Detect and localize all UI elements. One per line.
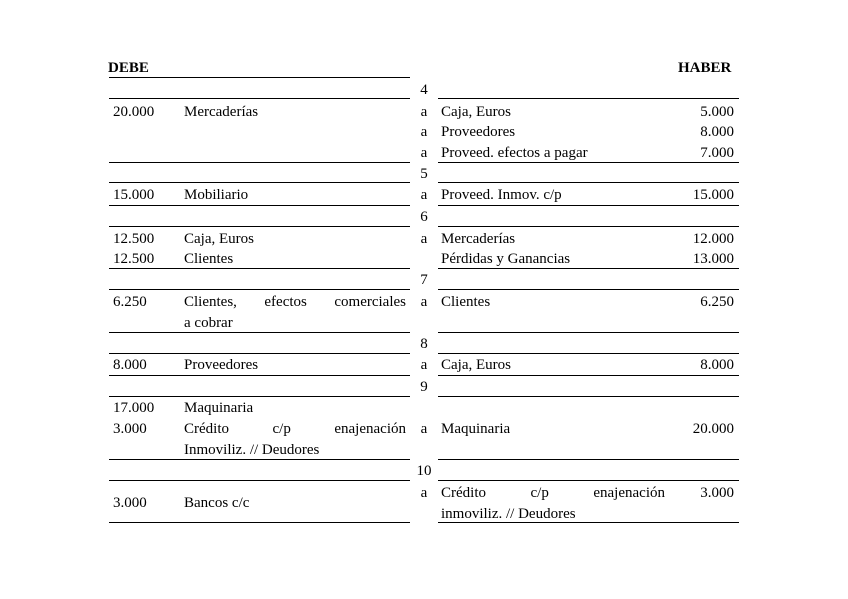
entry-number: 5 <box>420 166 428 182</box>
rule <box>109 77 410 78</box>
credit-account: Mercaderías <box>441 231 516 247</box>
debit-account-line: Clientes, efectos comerciales <box>184 294 406 310</box>
haber-header: HABER <box>678 60 732 76</box>
rule <box>109 98 410 99</box>
rule <box>438 396 739 397</box>
credit-account: Proveed. Inmov. c/p <box>441 187 562 203</box>
rule <box>438 289 739 290</box>
connector: a <box>420 357 428 373</box>
debit-amount: 6.250 <box>113 294 147 310</box>
rule <box>109 522 410 523</box>
debit-account: Bancos c/c <box>184 495 250 511</box>
entry-number: 10 <box>416 463 432 479</box>
rule <box>438 522 739 523</box>
connector: a <box>420 485 428 501</box>
rule <box>438 459 739 460</box>
debit-amount: 8.000 <box>113 357 147 373</box>
debe-header: DEBE <box>108 60 149 76</box>
credit-amount: 13.000 <box>692 251 734 267</box>
entry-number: 8 <box>420 336 428 352</box>
credit-account-line: inmoviliz. // Deudores <box>441 506 576 522</box>
connector: a <box>420 145 428 161</box>
rule <box>109 353 410 354</box>
rule <box>109 375 410 376</box>
connector: a <box>420 231 428 247</box>
rule <box>438 332 739 333</box>
credit-amount: 12.000 <box>692 231 734 247</box>
debit-amount: 20.000 <box>113 104 155 120</box>
credit-amount: 20.000 <box>692 421 734 437</box>
credit-account: Proveed. efectos a pagar <box>441 145 588 161</box>
debit-account-line: Inmoviliz. // Deudores <box>184 442 320 458</box>
rule <box>109 289 410 290</box>
entry-number: 4 <box>420 82 428 98</box>
connector: a <box>420 294 428 310</box>
credit-account: Caja, Euros <box>441 104 511 120</box>
rule <box>109 162 410 163</box>
rule <box>109 182 410 183</box>
rule <box>438 182 739 183</box>
debit-account: Clientes <box>184 251 234 267</box>
debit-account: Proveedores <box>184 357 259 373</box>
debit-account-line: Crédito c/p enajenación <box>184 421 406 437</box>
credit-amount: 7.000 <box>700 145 734 161</box>
rule <box>438 162 739 163</box>
rule <box>438 480 739 481</box>
entry-number: 6 <box>420 209 428 225</box>
rule <box>109 396 410 397</box>
credit-account: Maquinaria <box>441 421 511 437</box>
debit-amount: 3.000 <box>113 495 147 511</box>
rule <box>438 205 739 206</box>
debit-account: Mercaderías <box>184 104 259 120</box>
credit-amount: 8.000 <box>700 124 734 140</box>
connector: a <box>420 124 428 140</box>
rule <box>438 98 739 99</box>
connector: a <box>420 104 428 120</box>
rule <box>109 332 410 333</box>
rule <box>438 353 739 354</box>
debit-account-line: a cobrar <box>184 315 233 331</box>
debit-amount: 12.500 <box>113 251 155 267</box>
debit-account <box>184 293 406 311</box>
debit-account <box>184 420 406 438</box>
debit-amount: 12.500 <box>113 231 155 247</box>
connector: a <box>420 187 428 203</box>
debit-account: Caja, Euros <box>184 231 254 247</box>
entry-number: 7 <box>420 272 428 288</box>
rule <box>109 480 410 481</box>
debit-amount: 15.000 <box>113 187 155 203</box>
credit-account: Pérdidas y Ganancias <box>441 251 571 267</box>
debit-amount: 17.000 <box>113 400 155 416</box>
rule <box>438 268 739 269</box>
credit-amount: 8.000 <box>700 357 734 373</box>
rule <box>109 268 410 269</box>
connector: a <box>420 421 428 437</box>
credit-account-line: Crédito c/p enajenación <box>441 485 665 501</box>
rule <box>109 205 410 206</box>
rule <box>438 375 739 376</box>
credit-amount: 5.000 <box>700 104 734 120</box>
debit-account: Maquinaria <box>184 400 254 416</box>
debit-amount: 3.000 <box>113 421 147 437</box>
credit-account: Proveedores <box>441 124 516 140</box>
rule <box>438 226 739 227</box>
entry-number: 9 <box>420 379 428 395</box>
credit-amount: 6.250 <box>700 294 734 310</box>
rule <box>109 226 410 227</box>
rule <box>109 459 410 460</box>
credit-amount: 3.000 <box>700 485 734 501</box>
credit-account: Caja, Euros <box>441 357 511 373</box>
debit-account: Mobiliario <box>184 187 249 203</box>
credit-amount: 15.000 <box>692 187 734 203</box>
credit-account: Clientes <box>441 294 491 310</box>
